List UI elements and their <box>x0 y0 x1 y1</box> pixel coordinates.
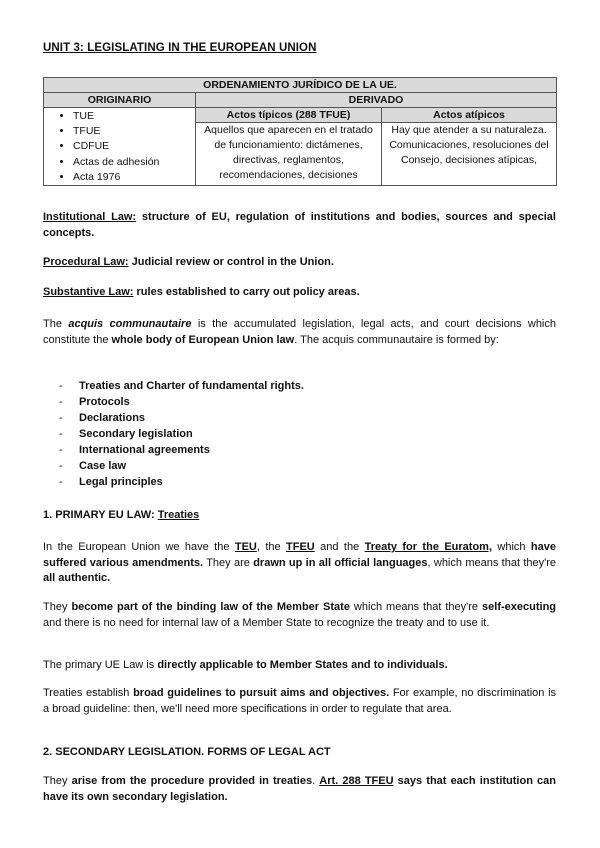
originario-list <box>47 109 192 185</box>
section-2-heading: 2. SECONDARY LEGISLATION. FORMS OF LEGAL ACT <box>43 746 331 758</box>
institutional-law-label: Institutional Law: <box>43 211 137 223</box>
text-run: broad guidelines to pursuit aims and objectives. <box>133 687 390 699</box>
text-run: which means that they're <box>349 601 483 613</box>
table-caption: ORDENAMIENTO JURÍDICO DE LA UE. <box>44 78 557 93</box>
section-1-paragraph-3 <box>43 658 556 674</box>
text-run: , the <box>256 541 287 553</box>
section-1-heading <box>43 509 199 521</box>
list-item: - Case law <box>59 458 304 474</box>
text-run: and there is no need for internal law of a Member State to recognize the treaty and to use it. <box>43 616 490 629</box>
page-title: UNIT 3: LEGISLATING IN THE EUROPEAN UNION <box>43 42 317 54</box>
list-item: • Actas de adhesión <box>73 155 192 170</box>
substantive-law-label: Substantive Law: <box>43 286 134 298</box>
section-1-paragraph-4 <box>43 686 556 717</box>
list-item: - Secondary legislation <box>59 426 304 442</box>
text-run: They are <box>203 556 254 569</box>
section-1-paragraph-1 <box>43 540 556 587</box>
euratom-ref: Treaty for the Euratom, <box>364 541 492 553</box>
atipicos-text: Hay que atender a su naturaleza. Comunicaciones, resoluciones del Consejo, decisiones atípicas, <box>382 123 557 186</box>
text-run: which <box>492 541 531 553</box>
text-run: drawn up in all official languages <box>253 556 428 569</box>
procedural-law-paragraph <box>43 255 556 271</box>
institutional-law-text: structure of EU, regulation of institutions and bodies, sources and special concepts. <box>43 211 556 239</box>
substantive-law-paragraph <box>43 285 556 301</box>
text-run: . The acquis communautaire is formed by: <box>294 333 499 346</box>
procedural-law-label: Procedural Law: <box>43 256 129 268</box>
section-1-label: 1. PRIMARY EU LAW: <box>43 509 158 521</box>
substantive-law-text: rules established to carry out policy areas. <box>133 286 360 298</box>
text-run: Treaties establish <box>43 687 134 699</box>
text-run: For example, no discrimination is a broad guideline: then, we'll need more specifications in order to regulate that area. <box>43 687 557 715</box>
procedural-law-text: Judicial review or control in the Union. <box>128 256 334 268</box>
acquis-paragraph <box>43 317 556 348</box>
atipicos-header: Actos atípicos <box>382 108 557 123</box>
text-run: They <box>43 601 72 613</box>
list-item: - Treaties and Charter of fundamental rights. <box>59 378 304 394</box>
list-item: • CDFUE <box>73 139 192 154</box>
text-run: all authentic. <box>43 572 111 585</box>
list-item: - Declarations <box>59 410 304 426</box>
list-item: • Acta 1976 <box>73 170 192 185</box>
institutional-law-paragraph <box>43 210 556 241</box>
legal-order-table <box>43 77 557 186</box>
text-run: and the <box>314 541 365 553</box>
text-run: is the accumulated legislation, legal acts, and court decisions which constitute the <box>43 318 556 346</box>
acquis-term: acquis communautaire <box>68 318 192 330</box>
text-run: have suffered various amendments. <box>43 541 556 569</box>
tfeu-ref: TFEU <box>286 541 315 553</box>
text-run: , which means that they're <box>427 556 556 569</box>
text-run: says that each institution can have its own secondary legislation. <box>43 775 556 803</box>
list-item: • TFUE <box>73 124 192 139</box>
text-run: They <box>43 775 72 787</box>
derivado-header: DERIVADO <box>196 93 557 108</box>
section-1-underlined: Treaties <box>157 509 200 521</box>
list-item: - Legal principles <box>59 474 304 490</box>
text-run: The <box>43 318 69 330</box>
text-run: arise from the procedure provided in treaties <box>71 775 313 787</box>
teu-ref: TEU <box>234 541 257 553</box>
originario-header: ORIGINARIO <box>44 93 196 108</box>
text-run: self-executing <box>482 601 557 613</box>
originario-cell <box>44 108 196 186</box>
acquis-list <box>59 378 304 490</box>
text-run: In the European Union we have the <box>43 541 235 553</box>
text-run: directly applicable to Member States and to individuals. <box>157 659 448 671</box>
text-run: . <box>312 775 320 787</box>
list-item: • TUE <box>73 109 192 124</box>
tipicos-header: Actos típicos (288 TFUE) <box>196 108 382 123</box>
section-2-paragraph-1 <box>43 774 556 805</box>
list-item: - Protocols <box>59 394 304 410</box>
tipicos-text: Aquellos que aparecen en el tratado de funcionamiento: dictámenes, directivas, reglamentos, recomendaciones, decisiones <box>196 123 382 186</box>
acquis-emphasis: whole body of European Union law <box>111 333 295 346</box>
section-1-paragraph-2 <box>43 600 556 631</box>
list-item: - International agreements <box>59 442 304 458</box>
art-288-ref: Art. 288 TFEU <box>319 775 394 787</box>
text-run: The primary UE Law is <box>43 659 158 671</box>
text-run: become part of the binding law of the Member State <box>71 601 350 613</box>
